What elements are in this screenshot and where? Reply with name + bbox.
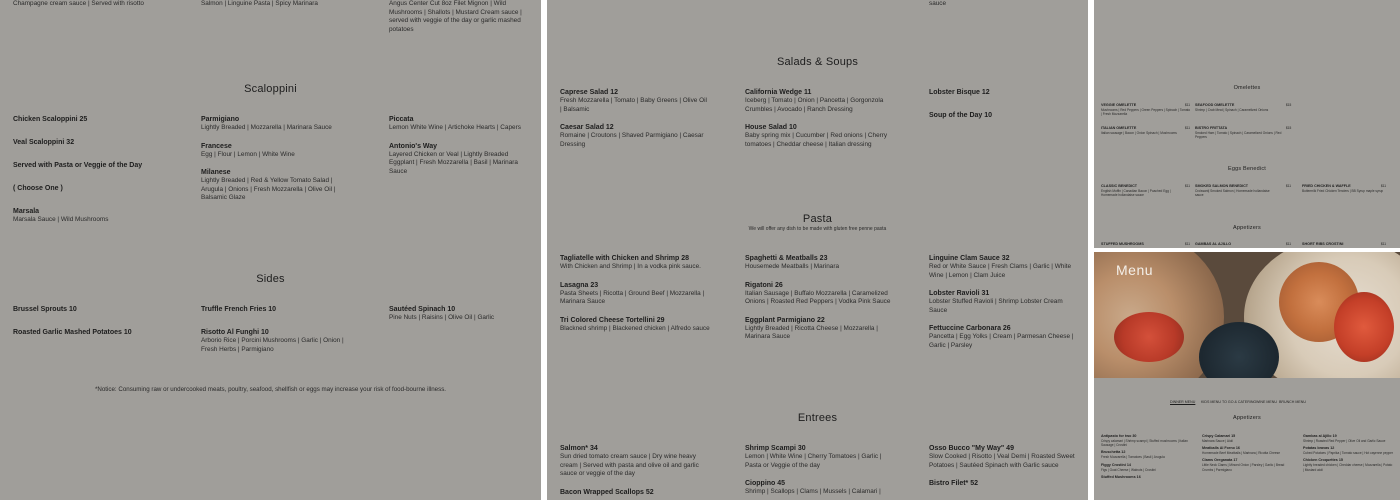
entrees-col-2 [745,444,893,497]
menu-item-name: ITALIAN OMELETTE [1101,126,1137,130]
section-title-scaloppini: Scaloppini [244,83,297,95]
menu-item-desc: Buttermilk Fried Chicken Tenders | BB Syrup maple syrup [1302,189,1384,193]
menu-item-desc: Layered Chicken or Veal | Lightly Breaded Eggplant | Fresh Mozzarella | Basil | Marinara Sauce [389,150,518,175]
menu-item-name: Soup of the Day 10 [929,112,993,119]
menu-item-desc: Marsala Sauce | Wild Mushrooms [13,216,109,223]
menu-item-desc: Pasta Sheets | Ricotta | Ground Beef | Mozzarella | Marinara Sauce [560,289,705,306]
nav-link-kids[interactable]: KIDS MENU [1201,400,1221,404]
menu-item-desc: Shrimp | Scallops | Clams | Mussels | Calamari | [745,488,881,496]
menu-item-desc: Shrimp | Crab Meat | Spinach | Caramelized Onions [1195,108,1269,112]
menu-item-desc: Red or White Sauce | Fresh Clams | Garlic | White Wine | Lemon | Clam Juice [929,263,1072,279]
menu-item-name: SEAFOOD OMELETTE [1195,103,1235,107]
menu-item-name: STUFFED MUSHROOMS [1101,242,1144,246]
menu-item-desc: Slow Cooked | Risotto | Veal Demi | Roasted Sweet Potatoes | Sautéed Spinach with Garlic sauce [929,453,1075,469]
menu-item-name: Bistro Filet* 52 [929,480,979,488]
menu-item-price: $11 [1381,242,1387,246]
scaloppini-col-1 [13,115,191,225]
section-title-entrees: Entrees [797,412,838,424]
top-mid-text: Salmon | Linguine Pasta | Spicy Marinara [201,0,318,7]
menu-item-name: Eggplant Parmigiano 22 [745,316,825,324]
menu-item-name: House Salad 10 [745,124,797,132]
menu-item-name: Antipasto for two 30 [1101,434,1137,438]
menu-item-desc: Shrimp | Roasted Red Pepper | Olive Oil and Garlic Sauce [1303,439,1386,443]
lobster-left [1114,312,1184,362]
menu-item-name: Bruschetta 12 [1101,450,1126,455]
menu-item-desc: Arborio Rice | Porcini Mushrooms | Garlic | Onion | Fresh Herbs | Parmigiano [201,337,344,353]
menu-item-name: Chicken Scaloppini 25 [13,116,88,123]
salads-col-2 [745,88,893,149]
menu-item-name: Piccata [389,116,414,123]
menu-item [1302,184,1392,193]
menu-item-name: Caprese Salad 12 [560,89,618,96]
menu-item-name: Cioppino 45 [745,480,786,488]
menu-item [1195,184,1277,197]
menu-item-name: Truffle French Fries 10 [201,306,277,313]
menu-item-desc: Lemon | White Wine | Cherry Tomatoes | Garlic | Pasta or Veggie of the day [745,453,882,469]
menu-item-desc: Romaine | Croutons | Shaved Parmigiano | Caesar Dressing [560,132,704,148]
pasta-col-3 [929,254,1079,351]
menu-item-name: Osso Bucco "My Way" 49 [929,445,1014,452]
menu-item-desc: Figs | Goat Cheese | Walnuts | Crostini [1101,467,1156,472]
menu-item-desc: Homemade Beef Meatballs | Marinara | Ricotta Cheese [1202,451,1281,456]
pasta-col-2 [745,254,893,342]
food-safety-notice: *Notice: Consuming raw or undercooked meats, poultry, seafood, shellfish or eggs may increase your risk of food-bourne illness. [94,386,447,393]
lobster-right [1334,292,1394,362]
nav-link-togo[interactable]: TO GO & CATERING [1222,400,1257,404]
section-title-omelettes: Omelettes [1233,85,1261,91]
nav-link-wine[interactable]: WINE MENU [1256,400,1277,404]
top-left-text: Champagne cream sauce | Served with risotto [13,0,144,7]
salads-col-1 [560,88,710,149]
menu-item-price: $11 [1185,103,1191,107]
menu-item-name: Lobster Ravioli 31 [929,290,990,298]
appetizers-col-3 [1303,434,1393,472]
menu-item-name: Rigatoni 26 [745,281,783,289]
menu-item-desc: With Chicken and Shrimp | In a vodka pink sauce. [560,263,701,270]
hero-photo [1094,252,1400,378]
menu-item-desc: Pancetta | Egg Yolks | Cream | Parmesan Cheese | Garlic | Parsley [929,333,1074,349]
menu-item-price: $11 [1286,242,1292,246]
menu-panel-dinner-scaloppini[interactable] [0,0,541,500]
menu-item-name: Francese [201,142,232,150]
sides-col-2 [201,305,351,354]
menu-item-desc: Egg | Flour | Lemon | White Wine [201,150,295,158]
menu-item-desc: Fresh Mozzarella | Tomatoes | Basil | Arugula [1101,455,1165,460]
pasta-col-1 [560,254,710,333]
menu-item-name: Marsala [13,208,40,215]
menu-item-name: Roasted Garlic Mashed Potatoes 10 [13,329,132,336]
scaloppini-col-3 [389,115,534,176]
menu-item-name: BISTRO FRITTATA [1195,126,1228,130]
section-title-salads: Salads & Soups [776,56,859,68]
menu-item [1101,126,1191,135]
menu-item-desc: Mushrooms | Red Peppers | Green Peppers | Spinach | Tomato | Fresh Mozzarella [1101,108,1191,117]
appetizers-col-1 [1101,434,1189,480]
menu-item-desc: Pine Nuts | Raisins | Olive Oil | Garlic [389,314,495,321]
menu-item-name: Figgy Crostini 14 [1101,462,1131,467]
pasta-subtitle: We will offer any dish to be made with gluten free penne pasta [748,226,887,232]
menu-item-name: Lobster Bisque 12 [929,89,990,96]
menu-item-name: Crispy Calamari 15 [1202,434,1236,438]
nav-link-dinner[interactable]: DINNER MENU [1170,400,1196,404]
menu-item-name: Salmon* 34 [560,445,598,452]
entrees-col-1 [560,444,710,497]
menu-item-name: Risotto Al Funghi 10 [201,329,269,336]
menu-item-name: Fettuccine Carbonara 26 [929,325,1011,333]
section-title-pasta: Pasta [802,213,833,225]
sides-col-1 [13,305,191,337]
menu-item-name: California Wedge 11 [745,89,812,96]
section-title-appetizers: Appetizers [1233,415,1261,421]
menu-item-desc: Iceberg | Tomato | Onion | Pancetta | Gorgonzola Crumbles | Avocado | Ranch Dressing [745,97,884,113]
menu-item-name: Served with Pasta or Veggie of the Day [13,162,143,169]
menu-item-desc: Smoked Ham | Tomato | Spinach | Caramelized Onions | Red Peppers [1195,131,1282,140]
scaloppini-col-2 [201,115,349,203]
menu-item-name: Lasagna 23 [560,281,599,289]
menu-item-name: Shrimp Scampi 30 [745,445,806,452]
menu-item-name: Antonio's Way [389,142,438,150]
menu-item-name: Potatas bravas 12 [1303,446,1335,451]
menu-item-name: Clams Oreganata 17 [1202,458,1238,463]
menu-item-price: $11 [1185,242,1191,246]
menu-item-name: SMOKED SALMON BENEDICT [1195,184,1249,188]
menu-item-desc: Cubed Potatoes | Paprika | Tomato sauce | Hot cayenne pepper [1303,451,1393,456]
entrees-col-3 [929,444,1079,488]
menu-item-name: Caesar Salad 12 [560,124,614,132]
top-right-text: Angus Center Cut 8oz Filet Mignon | Wild Mushrooms | Shallots | Mustard Cream sauce | served with veggie of the day or garlic mashed potatoes [389,0,522,33]
salads-col-3 [929,88,1079,120]
menu-item-name: ( Choose One ) [13,185,63,192]
menu-item-name: Tri Colored Cheese Tortellini 29 [560,316,665,324]
menu-item-name: Parmigiano [201,116,240,123]
menu-item-name: CLASSIC BENEDICT [1101,184,1138,188]
menu-item-desc: Housemede Meatballs | Marinara [745,263,840,270]
menu-item-name: Stuffed Mushrooms 16 [1101,474,1141,479]
menu-item-desc: Lobster Stuffed Ravioli | Shrimp Lobster Cream Sauce [929,298,1063,314]
menu-item-desc: Lightly breaded chicken | Cheddar cheese | Mozzarella | Potato | Mustard aioli [1303,463,1393,472]
menu-item-desc: Crispy calamari | Shrimp scampi | Stuffed mushrooms | Italian Sausage | Crostini [1101,439,1188,448]
menu-item-desc: Lightly Breaded | Red & Yellow Tomato Salad | Arugula | Onions | Fresh Mozzarella | Olive Oil | Balsamic Glaze [201,177,336,202]
menu-item-desc: Italian sausage | Bacon | Onion Spinach | Mushrooms [1101,131,1177,135]
menu-item-desc: English Muffin | Canadian Bacon | Poached Egg | Homemade hollandaise sauce [1101,189,1171,198]
menu-item-price: $11 [1381,184,1387,188]
top-right-text: sauce [929,0,947,7]
menu-item-price: $11 [1185,184,1191,188]
menu-item [1195,103,1285,112]
menu-item-name: Gambas al Ajillo 19 [1303,434,1337,438]
menu-item-desc: Marinara Sauce | Aioli [1202,439,1233,443]
menu-item-desc: Fresh Mozzarella | Tomato | Baby Greens | Olive Oil | Balsamic [560,97,707,113]
menu-item-name: FRIED CHICKEN & WAFFLE [1302,184,1351,188]
menu-item-name: Chicken Croquettes 15 [1303,458,1343,463]
menu-item-name: Brussel Sprouts 10 [13,306,77,313]
menu-item-name: Milanese [201,169,231,177]
menu-item-name: Bacon Wrapped Scallops 52 [560,488,654,496]
hero-title: Menu [1116,262,1154,278]
menu-item-desc: Croissant| Smoked Salmon | Homemade hollandaise sauce [1195,189,1270,198]
menu-item-desc: Italian Sausage | Buffalo Mozzarella | Caramelized Onions | Roasted Red Peppers | Vodka Pink Sauce [745,289,891,306]
menu-item-desc: Little Neck Clams | Minced Onion | Parsley | Garlic | Bread Crumbs | Parmigiano [1202,463,1285,472]
nav-link-brunch[interactable]: BRUNCH MENU [1279,400,1306,404]
menu-item-desc: Sun dried tomato cream sauce | Dry wine heavy cream | Served with pasta and olive oil and garlic sauce or veggie of the day [560,453,699,478]
appetizers-col-2 [1202,434,1290,472]
menu-item-name: Linguine Clam Sauce 32 [929,255,1010,262]
menu-panel-landing[interactable] [1094,252,1400,500]
menu-item [1101,103,1191,116]
menu-item-name: Sautéed Spinach 10 [389,306,456,313]
menu-item-price: $15 [1286,126,1292,130]
sides-col-3 [389,305,534,323]
menu-item-desc: Lightly Breaded | Ricotta Cheese | Mozzarella | Marinara Sauce [745,324,878,341]
menu-item-name: SHORT RIBS CROSTINI [1302,242,1344,246]
menu-item-price: $11 [1286,184,1292,188]
menu-item-desc: Lightly Breaded | Mozzarella | Marinara Sauce [201,124,332,131]
menu-item-name: Tagliatelle with Chicken and Shrimp 28 [560,255,690,262]
menu-item-desc: Blackned shrimp | Blackened chicken | Alfredo sauce [560,324,710,332]
menu-item [1195,126,1285,139]
menu-item-name: GAMBAS AL AJILLO [1195,242,1232,246]
menu-panel-dinner-pasta[interactable] [547,0,1088,500]
menu-item-name: Spaghetti & Meatballs 23 [745,255,828,262]
menu-item-desc: Baby spring mix | Cucumber | Red onions | Cherry tomatoes | Cheddar cheese | Italian dressing [745,132,888,148]
menu-item-price: $11 [1185,126,1191,130]
menu-item-name: Veal Scaloppini 32 [13,139,75,146]
menu-item [1101,184,1183,197]
section-title-appetizers: Appetizers [1233,225,1261,231]
menu-item-name: VEGGIE OMELETTE [1101,103,1137,107]
section-title-sides: Sides [256,273,285,285]
section-title-benedict: Eggs Benedict [1227,166,1267,172]
menu-item-price: $15 [1286,103,1292,107]
menu-item-desc: Lemon White Wine | Artichoke Hearts | Capers [389,124,521,131]
menu-panel-brunch[interactable] [1094,0,1400,248]
menu-item-name: Meatballs Al Forno 16 [1202,446,1240,451]
